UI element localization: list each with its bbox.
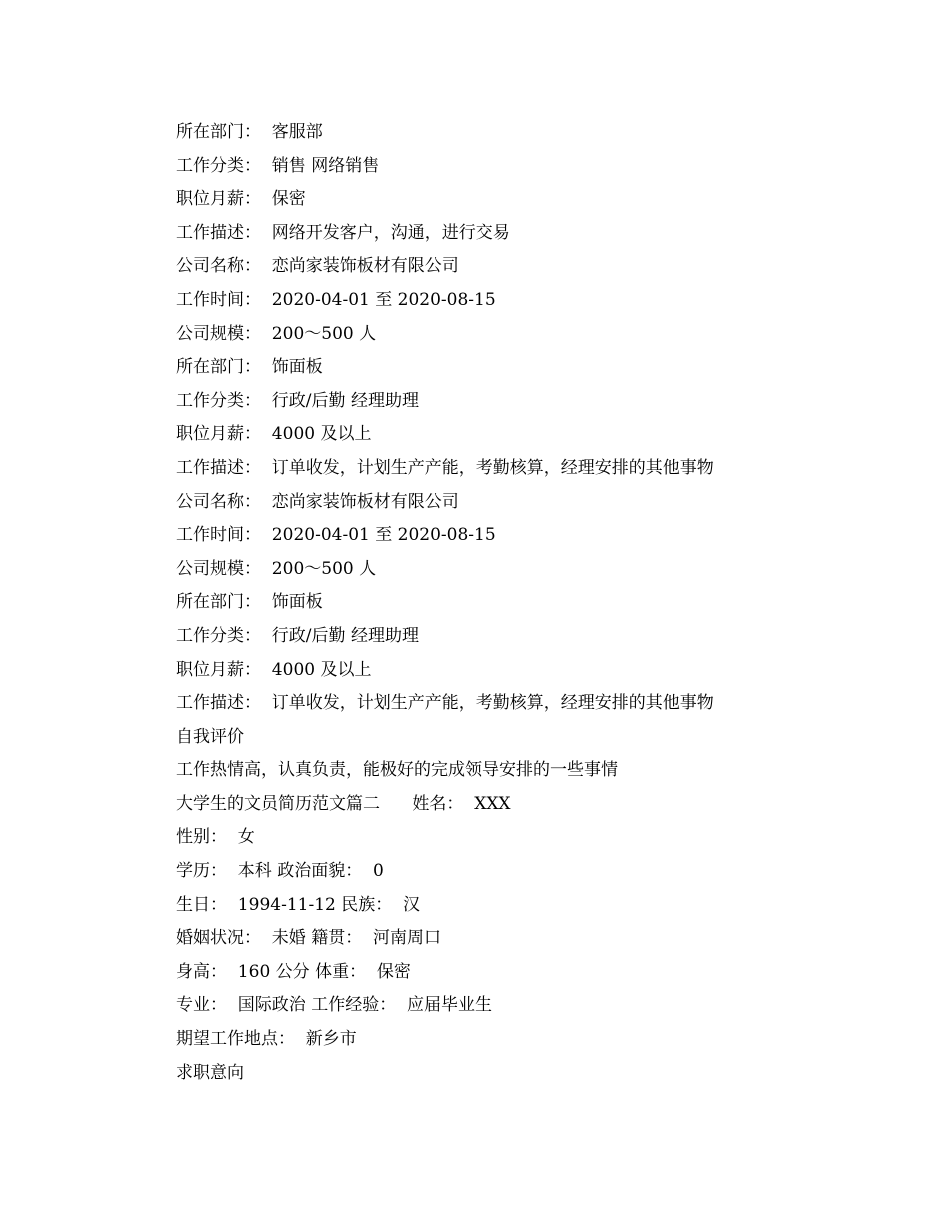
text-line: 职位月薪： 4000 及以上: [176, 659, 372, 680]
text-line: 所在部门： 饰面板: [176, 357, 323, 378]
document-body: [176, 116, 876, 1090]
text-line: 公司规模： 200～500 人: [176, 323, 377, 344]
text-line: 工作描述： 网络开发客户，沟通，进行交易: [176, 222, 510, 243]
text-line: 工作描述： 订单收发，计划生产产能，考勤核算，经理安排的其他事物: [176, 693, 714, 714]
text-line: 所在部门： 饰面板: [176, 592, 323, 613]
text-line: 性别： 女: [176, 827, 255, 848]
text-line: 所在部门： 客服部: [176, 122, 323, 142]
text-line: 婚姻状况： 未婚 籍贯： 河南周口: [176, 928, 442, 949]
text-line: 职位月薪： 4000 及以上: [176, 424, 372, 445]
text-line: 期望工作地点： 新乡市: [176, 1029, 357, 1050]
text-line: 工作描述： 订单收发，计划生产产能，考勤核算，经理安排的其他事物: [176, 457, 714, 478]
text-line: 工作分类： 行政/后勤 经理助理: [176, 625, 419, 646]
section-heading-self-evaluation: 自我评价: [176, 726, 244, 747]
text-line: 工作时间： 2020-04-01 至 2020-08-15: [176, 525, 496, 546]
text-line: 工作分类： 行政/后勤 经理助理: [176, 390, 419, 411]
text-line: 大学生的文员简历范文篇二 姓名： XXX: [176, 793, 511, 814]
text-line: 工作分类： 销售 网络销售: [176, 155, 380, 176]
text-line: 公司规模： 200～500 人: [176, 558, 377, 579]
text-line: 公司名称： 恋尚家装饰板材有限公司: [176, 491, 459, 512]
text-line: 职位月薪： 保密: [176, 189, 306, 210]
section-heading-job-intention: 求职意向: [176, 1062, 244, 1083]
text-line: 工作热情高，认真负责，能极好的完成领导安排的一些事情: [176, 760, 618, 781]
text-line: 公司名称： 恋尚家装饰板材有限公司: [176, 256, 459, 277]
text-line: 工作时间： 2020-04-01 至 2020-08-15: [176, 289, 496, 310]
text-line: 身高： 160 公分 体重： 保密: [176, 961, 411, 982]
text-line: 生日： 1994-11-12 民族： 汉: [176, 894, 421, 915]
text-line: 专业： 国际政治 工作经验： 应届毕业生: [176, 995, 493, 1016]
text-line: 学历： 本科 政治面貌： 0: [176, 861, 384, 882]
